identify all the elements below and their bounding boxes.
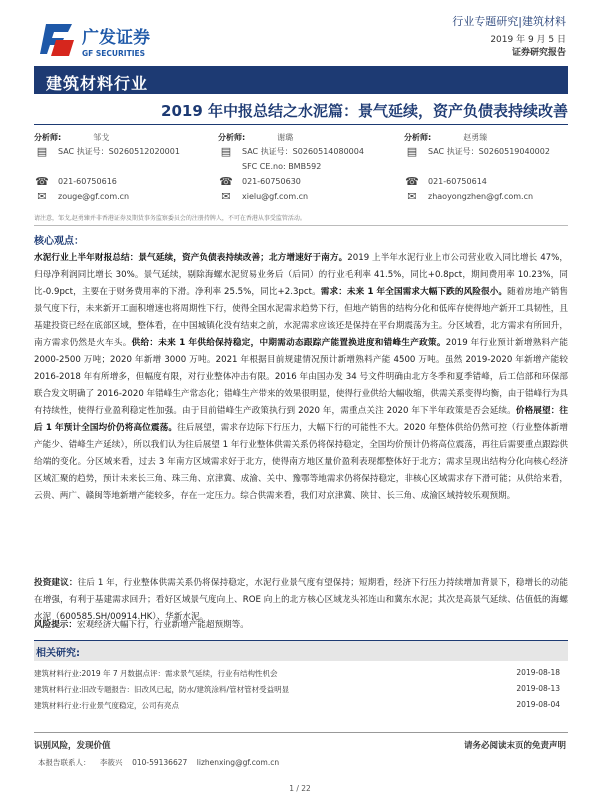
logo-cn-text: 广发证券 <box>82 28 150 48</box>
analyst-extra: SFC CE.no: BMB592 <box>242 162 322 171</box>
mail-icon: ✉ <box>37 190 47 203</box>
mail-icon: ✉ <box>407 190 417 203</box>
related-research-title: 相关研究: <box>36 648 80 659</box>
analyst-email[interactable]: zhaoyongzhen@gf.com.cn <box>428 192 534 201</box>
id-card-icon: ▤ <box>406 145 418 158</box>
footer-slogan: 识别风险，发现价值 <box>34 741 111 751</box>
analyst-email[interactable]: xielu@gf.com.cn <box>242 192 309 201</box>
analyst-name: 邹戈 <box>93 132 110 142</box>
risk-warning <box>34 617 568 634</box>
supply-lead: 供给：未来 1 年供给保持稳定，中期需动态跟踪产能置换进度和错峰生产政策。 <box>131 338 446 348</box>
related-item-text[interactable]: 建筑材料行业:2019 年 7 月数据点评：需求景气延续，行业有结构性机会 <box>34 669 278 678</box>
analyst-phone: 021-60750630 <box>242 177 301 186</box>
phone-icon: ☎ <box>35 175 49 188</box>
analyst-phone: 021-60750616 <box>58 177 117 186</box>
analyst-name: 谢璐 <box>277 132 294 142</box>
analyst-license: SAC 执证号：S0260519040002 <box>428 147 550 156</box>
demand-lead: 需求：未来 1 年全国需求大幅下跌的风险很小。 <box>320 287 508 297</box>
related-item-text[interactable]: 建筑材料行业:旧改专题报告：旧改风已起，防水/建筑涂料/管材管材受益明显 <box>34 685 290 694</box>
id-card-icon: ▤ <box>36 145 48 158</box>
related-item-date: 2019-08-18 <box>516 668 560 677</box>
page-number: 1 / 22 <box>289 784 311 793</box>
summary-lead: 水泥行业上半年财报总结：景气延续，资产负债表持续改善；北方增速好于南方。 <box>34 253 348 263</box>
analyst-phone: 021-60750614 <box>428 177 487 186</box>
hk-disclaimer: 请注意，邹戈,赵勇臻并非香港证券及期货事务监察委员会的注册持牌人，不可在香港从事受监管活动。 <box>34 215 306 222</box>
risk-lead: 风险提示： <box>34 620 77 630</box>
footer-rule <box>34 732 568 733</box>
price-lead: 价格展望：往后 1 年预计全国均价仍将高位震荡。 <box>34 406 568 433</box>
supply-text: 2019 年行业预计新增熟料产能 2000-2500 万吨；2020 年新增 3000 万吨。2021 年根据目前规建情况预计新增熟料产能 4500 万吨。虽然 2019-2020 年新增产能较 2016-2018 年有所增多，但幅度有限，对行业整体冲击有限。2016 年由国办发 34 号文件明确由北方冬季和夏季错峰，后工信部和环保部联合发文明确了 2016-2020 年错峰生产常态化；错峰生产带来的效果很明显，使得行业供给大幅收缩，供需关系变得均衡，由于错峰行为具有持续性，使得行业盈利稳定性加强。由于目前错峰生产政策执行到 2020 年，需重点关注 2020 年下半年政策是否会延续。 <box>34 338 568 416</box>
analyst-license: SAC 执证号：S0260512020001 <box>58 147 180 156</box>
report-title: 2019 年中报总结之水泥篇：景气延续，资产负债表持续改善 <box>161 102 568 120</box>
related-item-date: 2019-08-04 <box>516 700 560 709</box>
analyst-email[interactable]: zouge@gf.com.cn <box>58 192 130 201</box>
logo-en-text: GF SECURITIES <box>82 49 146 58</box>
analyst-label: 分析师: <box>218 132 246 142</box>
core-views-heading: 核心观点： <box>34 236 84 247</box>
related-item-date: 2019-08-13 <box>516 684 560 693</box>
core-views-body <box>34 250 568 505</box>
analyst-label: 分析师: <box>34 132 62 142</box>
report-date: 2019 年 9 月 5 日 <box>490 35 566 45</box>
footer-disclaimer-note: 请务必阅读末页的免责声明 <box>463 741 566 751</box>
report-type: 证券研究报告 <box>511 48 566 58</box>
analyst-card <box>34 130 219 204</box>
investment-lead: 投资建议： <box>34 578 78 588</box>
risk-text: 宏观经济大幅下行，行业新增产能超预期等。 <box>76 620 249 630</box>
report-category: 行业专题研究|建筑材料 <box>452 15 566 28</box>
related-research-header <box>34 640 568 661</box>
id-card-icon: ▤ <box>220 145 232 158</box>
related-item[interactable] <box>34 684 568 698</box>
mail-icon: ✉ <box>221 190 231 203</box>
report-contact: 本报告联系人： 李筱兴 010-59136627 lizhenxing@gf.com.cn <box>38 758 280 767</box>
phone-icon: ☎ <box>405 175 419 188</box>
title-rule <box>34 124 568 125</box>
summary-text: 2019 上半年水泥行业上市公司营业收入同比增长 47%，归母净利润同比增长 30%。景气延续，剔除海螺水泥贸易业务后（后同）的行业毛利率 41.5%，同比+0.8pct，期间费用率 10.23%，同比-0.9pct，主要在于财务费用率的下滑。净利率 25.5%，同比+2.3pct。 <box>34 253 568 297</box>
industry-name: 建筑材料行业 <box>46 74 149 93</box>
analyst-name: 赵勇臻 <box>463 132 488 142</box>
demand-text: 随着房地产销售景气度下行，未来新开工面积增速也将周期性下行，使得全国水泥需求趋势下行，但地产销售的结构分化和低库存使得地产新开工具韧性，且基建投资已经在底部区域，整体看，在中国城镇化没有结束之前，水泥需求应该还是保持在平台期震荡为主。分区域看，北方需求有所回升，南方需求仍然是火车头。 <box>34 287 568 348</box>
related-item[interactable] <box>34 668 568 682</box>
disclaimer-rule <box>34 225 568 226</box>
investment-text: 往后 1 年，行业整体供需关系仍将保持稳定，水泥行业景气度有望保持；短期看，经济下行压力持续增加背景下，稳增长的动能在增强，有利于基建需求回升；看好区域景气度向上、ROE 向上的北方核心区域龙头祁连山和冀东水泥；其次是高景气延续、估值低的海螺水泥（600585.SH/00914.HK）、华新水泥。 <box>34 578 568 622</box>
analyst-card <box>404 130 589 204</box>
analyst-card <box>218 130 403 204</box>
phone-icon: ☎ <box>219 175 233 188</box>
related-item-text[interactable]: 建筑材料行业:行业景气度稳定，公司有亮点 <box>34 701 180 710</box>
analyst-license: SAC 执证号：S0260514080004 <box>242 147 364 156</box>
gf-securities-logo <box>38 18 173 62</box>
industry-band <box>34 66 568 94</box>
analyst-label: 分析师: <box>404 132 432 142</box>
related-item[interactable] <box>34 700 568 714</box>
price-text: 往后展望，需求存边际下行压力，大幅下行的可能性不大。2020 年整体供给仍然可控（行业整体新增产能少、错峰生产延续），所以我们认为往后展望 1 年行业整体供需关系仍将保持稳定，全国均价预计仍将高位震荡，再往后需要重点跟踪供给端的变化。分区域来看，过去 3 年南方区域需求好于北方，使得南方地区量价盈利表现都整体好于北方；需求呈现出结构分化向核心经济区域汇聚的趋势，预计未来长三角、珠三角、京津冀、成渝、关中、豫鄂等地需求仍将保持稳定，非核心区域需求存下滑可能；从供给来看，云贵、两广、赣闽等地新增产能较多，存在一定压力。综合供需来看，我们对京津冀、陕甘、长三角、成渝区域持较乐观预期。 <box>34 423 568 501</box>
